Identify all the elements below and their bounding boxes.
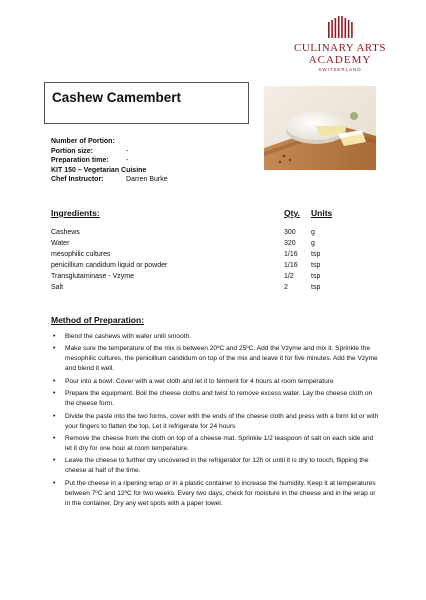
bullet-icon: • xyxy=(53,345,56,353)
camembert-photo xyxy=(264,86,376,170)
bullet-icon: • xyxy=(53,390,56,398)
ingredient-name: penicillium candidum liquid or powder xyxy=(51,262,168,269)
ingredient-unit: g xyxy=(311,240,315,247)
method-steps-list xyxy=(51,332,381,511)
ingredient-name: Cashews xyxy=(51,229,80,236)
bullet-icon: • xyxy=(53,434,56,442)
ingredients-heading: Ingredients: xyxy=(51,208,100,218)
ingredient-name: Water xyxy=(51,240,70,247)
ingredient-qty: 2 xyxy=(284,284,288,291)
ingredient-qty: 1/16 xyxy=(284,251,298,258)
bullet-icon: • xyxy=(53,479,56,487)
ingredient-qty: 300 xyxy=(284,229,296,236)
logo-text-line2: ACADEMY xyxy=(308,54,372,66)
qty-heading: Qty. xyxy=(284,208,300,218)
method-step: • Pour into a bowl. Cover with a wet cloth and let it to ferment for 4 hours at room temperature xyxy=(53,377,334,385)
academy-logo-icon xyxy=(325,14,355,40)
bullet-icon: • xyxy=(53,333,56,340)
logo-text-line3: SWITZERLAND xyxy=(318,67,362,72)
preparation-time-value: - xyxy=(126,157,129,164)
method-step: • Divide the paste into the two forms, cover with the ends of the cheese cloth and press with a form lid or with your fingers to flatten the top. Let it refrigerate for 24 hours xyxy=(53,412,379,430)
logo-text-line1: CULINARY ARTS xyxy=(294,42,386,54)
portion-size-value: - xyxy=(126,147,129,155)
recipe-title: Cashew Camembert xyxy=(52,90,182,105)
ingredient-name: Salt xyxy=(51,284,64,291)
chef-instructor-label: Chef Instructor: xyxy=(51,176,104,183)
portion-count-label: Number of Portion: xyxy=(51,138,115,145)
bullet-icon: • xyxy=(53,457,56,465)
ingredient-name: mesophilic cultures xyxy=(51,251,111,258)
ingredient-unit: tsp xyxy=(311,251,321,258)
method-heading: Method of Preparation: xyxy=(51,315,145,325)
bullet-icon: • xyxy=(53,412,56,420)
method-step: • Make sure the temperature of the mix is between 20ºC and 25ºC. Add the Vzyme and mix it. Sprinkle the mesophilic cultures, the penicillium candidum on top of the mix and leave it for five minutes. Add the Vzyme and blend it well. xyxy=(53,345,378,373)
ingredient-qty: 320 xyxy=(284,240,296,247)
ingredient-unit: tsp xyxy=(311,262,321,269)
bullet-icon: • xyxy=(53,377,56,385)
chef-instructor-name: Darren Burke xyxy=(126,176,168,183)
portion-size-label: Portion size: xyxy=(51,147,94,155)
units-heading: Units xyxy=(311,208,333,218)
method-step: • Leave the cheese to further dry uncovered in the refrigerator for 12h or until it is dry to touch, flipping the cheese at half of the time. xyxy=(53,457,369,475)
preparation-time-label: Preparation time: xyxy=(51,157,109,164)
method-step: • Remove the cheese from the cloth on top of a cheese mat. Sprinkle 1/2 teaspoon of salt on each side and let it dry for one hour at room temperature. xyxy=(53,434,374,452)
method-step: • Blend the cashews with water until smooth. xyxy=(53,333,192,340)
ingredient-unit: tsp xyxy=(311,273,321,280)
ingredient-qty: 1/16 xyxy=(284,262,298,269)
ingredient-name: Transglutaminase - Vzyme xyxy=(51,273,134,280)
method-step: • Prepare the equipment. Boil the cheese cloths and twist to remove excess water. Lay the cheese cloth on the cheese form. xyxy=(53,390,373,408)
ingredient-unit: g xyxy=(311,229,315,236)
ingredient-qty: 1/2 xyxy=(284,273,294,280)
method-step: • Put the cheese in a ripening wrap or in a plastic container to increase the humidity. Keep it at temperatures between 7ºC and 12ºC for two weeks. Every two days, check for moisture in the cheese and in the wrap or in the container. Dry any wet spots with a paper towel. xyxy=(53,479,376,507)
ingredient-unit: tsp xyxy=(311,284,321,291)
course-kit-label: KIT 150 – Vegetarian Cuisine xyxy=(51,166,147,174)
